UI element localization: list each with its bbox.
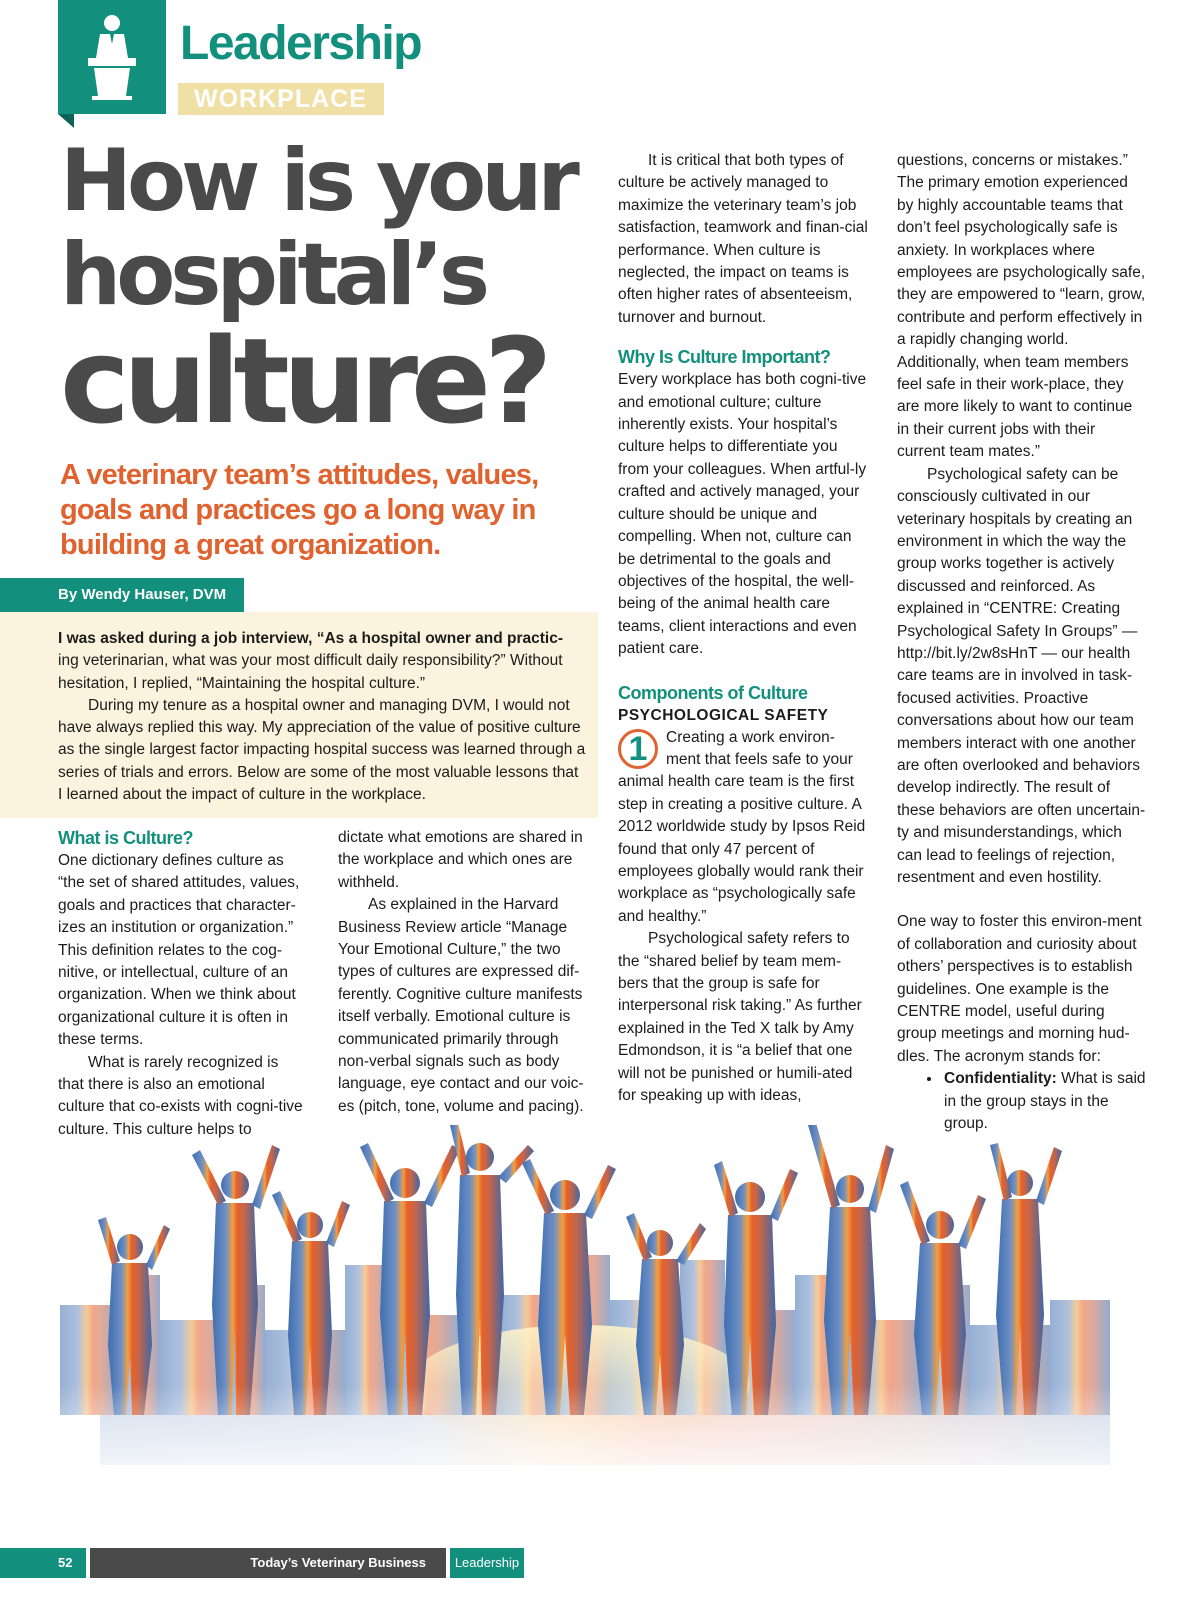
col1-paragraph-2: What is rarely recognized is that there is also an emotional culture that co-exists with cogni-tive culture. This culture helps to xyxy=(58,1053,303,1138)
col3-paragraph-4: Psychological safety refers to the “shared belief by team mem-bers that the group is safe for interpersonal risk taking.” As further explained in the Ted X talk by Amy Edmondson, it is “a belief that one will not be punished or humili-ated for speaking up with ideas, xyxy=(618,930,862,1105)
publication-name: Today’s Veterinary Business xyxy=(90,1548,446,1578)
heading-components-of-culture: Components of Culture xyxy=(618,682,808,703)
section-subtitle: WORKPLACE xyxy=(178,83,384,115)
footer-section-label: Leadership xyxy=(450,1548,524,1578)
bullet-text: What is said in the group stays in the group. xyxy=(944,1070,1146,1133)
intro-lead-bold: I was asked during a job interview, “As a hospital owner and practic- xyxy=(58,630,564,647)
col4-paragraph-2: Psychological safety can be consciously cultivated in our veterinary hospitals by creating an environment in which the way the group works together is actively discussed and reinforced. As explained in “CENTRE: Creating Psychological Safety In Groups” — http://bit.ly/2w8sHnT — our health care teams are in involved in task-focused activities. Proactive conversations about how our team members interact with one another are often overlooked and behaviors develop indirectly. The result of these behaviors are often uncertain-ty and misunderstandings, which can lead to feelings of rejection, resentment and even hostility. xyxy=(897,465,1146,886)
subheading-psychological-safety: PSYCHOLOGICAL SAFETY xyxy=(618,706,829,724)
intro-text xyxy=(58,628,586,806)
deck: A veterinary team’s attitudes, values, goals and practices go a long way in building a great organization. xyxy=(60,459,539,561)
intro-paragraph-2: During my tenure as a hospital owner and managing DVM, I would not have always replied this way. My appreciation of the value of positive culture as the single largest factor impacting hospital success was learned through a series of trials and errors. Below are some of the most valuable lessons that I learned about the impact of culture in the workplace. xyxy=(58,696,586,804)
headline-line-3: culture? xyxy=(60,312,546,450)
column-3 xyxy=(618,150,868,1107)
col1-paragraph-1: One dictionary defines culture as “the set of shared attitudes, values, goals and practices that character-izes an institution or organization.” This definition relates to the cog-nitive, or intellectual, culture of an organization. When we think about organizational culture it is often in these terms. xyxy=(58,852,300,1049)
number-1-marker: 1 xyxy=(618,729,658,769)
heading-why-culture-important: Why Is Culture Important? xyxy=(618,347,831,368)
column-1 xyxy=(58,826,308,1141)
team-celebration-illustration xyxy=(60,1125,1150,1495)
intro-lead-rest: ing veterinarian, what was your most difficult daily responsibility?” Without hesitation, I replied, “Maintaining the hospital culture.” xyxy=(58,652,563,692)
col4-paragraph-1: questions, concerns or mistakes.” The primary emotion experienced by highly accountable teams that don’t feel psychologically safe is anxiety. In workplaces where employees are psychologically safe, they are empowered to “learn, grow, contribute and perform effectively in a rapidly changing world. Additionally, when team members feel safe in their work-place, they are more likely to want to continue in their current jobs with their current team mates.” xyxy=(897,152,1146,461)
col3-paragraph-2: Every workplace has both cogni-tive and emotional culture; culture inherently exists. Your hospital’s culture helps to differentiate you from your colleagues. When artful-ly crafted and actively managed, your culture should be unique and compelling. When not, culture can be detrimental to the goals and objectives of the hospital, the well-being of the animal health care teams, client interactions and even patient care. xyxy=(618,371,867,658)
col4-paragraph-3: One way to foster this environ-ment of collaboration and curiosity about others’ perspectives is to establish guidelines. One example is the CENTRE model, useful during group meetings and morning hud-dles. The acronym stands for: xyxy=(897,913,1142,1065)
col2-paragraph-2: As explained in the Harvard Business Review article “Manage Your Emotional Culture,” the two types of cultures are expressed dif-ferently. Cognitive culture manifests itself verbally. Emotional culture is communicated primarily through non-verbal signals such as body language, eye contact and our voic-es (pitch, tone, volume and pacing). xyxy=(338,896,584,1115)
column-2 xyxy=(338,827,590,1118)
bullet-term: Confidentiality: xyxy=(944,1070,1057,1088)
headline-line-2: hospital’s xyxy=(60,225,486,325)
section-badge xyxy=(58,0,166,114)
page-number: 52 xyxy=(0,1548,86,1578)
section-title: Leadership xyxy=(180,17,422,70)
column-4 xyxy=(897,150,1147,1135)
col2-paragraph-1: dictate what emotions are shared in the workplace and which ones are withheld. xyxy=(338,829,583,891)
col3-paragraph-3: Creating a work environ-ment that feels safe to your animal health care team is the first step in creating a positive culture. A 2012 worldwide study by Ipsos Reid found that only 47 percent of employees globally would rank their workplace as “psychologically safe and healthy.” xyxy=(618,728,866,925)
heading-what-is-culture: What is Culture? xyxy=(58,828,193,848)
col3-paragraph-1: It is critical that both types of culture be actively managed to maximize the veterinary team’s job satisfaction, teamwork and finan-cial performance. When culture is neglected, the impact on teams is often higher rates of absenteeism, turnover and burnout. xyxy=(618,152,868,326)
headline-line-1: How is your xyxy=(60,131,575,231)
byline: By Wendy Hauser, DVM xyxy=(0,578,244,612)
